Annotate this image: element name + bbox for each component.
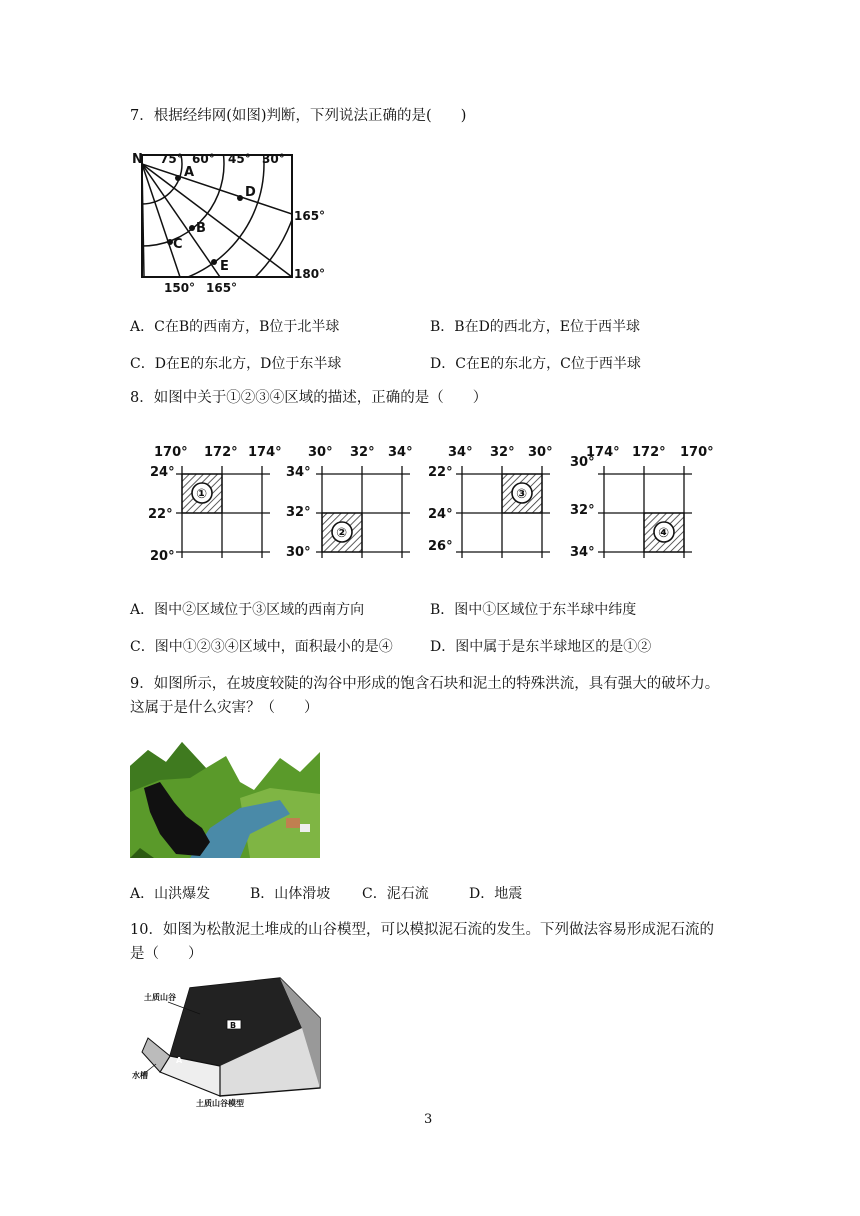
q8-grid2-left-label: 32°	[286, 505, 311, 520]
q8-option-c[interactable]: C．图中①②③④区域中，面积最小的是④	[130, 639, 393, 655]
q7-option-d[interactable]: D．C在E的东北方，C位于西半球	[430, 356, 641, 372]
q8-grid-figure	[140, 438, 730, 568]
q8-grid1-top-label: 172°	[204, 445, 238, 460]
q8-grid1-top-label: 174°	[248, 445, 282, 460]
q7-point-label: E	[220, 259, 229, 274]
q10-label-valley: 土质山谷	[144, 993, 176, 1002]
q7-pole-label: N	[132, 152, 143, 167]
q8-grid4-left-label: 32°	[570, 503, 595, 518]
q8-grid1-left-label: 24°	[150, 465, 175, 480]
q10-stem-line-2: 是（ ）	[130, 946, 203, 962]
page-number: 3	[424, 1112, 433, 1127]
q8-grid3-left-label: 26°	[428, 539, 453, 554]
q8-grid4-top-label: 174°	[586, 445, 620, 460]
q7-option-b[interactable]: B．B在D的西北方，E位于西半球	[430, 319, 641, 335]
q7-lat-label: 60°	[192, 152, 215, 166]
q9-option-d[interactable]: D．地震	[469, 886, 523, 902]
q9-stem-line-2: 这属于是什么灾害？（ ）	[130, 700, 319, 716]
q7-point-label: B	[196, 221, 206, 236]
q9-debris-flow-picture	[130, 738, 320, 858]
q8-grid2-top-label: 32°	[350, 445, 375, 460]
q8-region-mark: ②	[336, 526, 348, 541]
q8-grid2-top-label: 34°	[388, 445, 413, 460]
q7-lon-label: 165°	[206, 281, 238, 295]
q10-label-a: A	[176, 1056, 183, 1065]
q7-point-label: D	[245, 185, 256, 200]
q9-stem-line-1: 9．如图所示，在坡度较陡的沟谷中形成的饱含石块和泥土的特殊洪流，具有强大的破坏力。	[130, 676, 720, 692]
q10-valley-model-picture	[130, 968, 330, 1108]
q8-grid3-left-label: 24°	[428, 507, 453, 522]
q7-lat-label: 30°	[262, 152, 285, 166]
q7-lat-label: 45°	[228, 152, 251, 166]
q8-grid4-top-label: 170°	[680, 445, 714, 460]
q9-option-b[interactable]: B．山体滑坡	[250, 886, 331, 902]
q8-region-mark: ③	[516, 487, 528, 502]
q8-grid3-top-label: 30°	[528, 445, 553, 460]
q8-grid-1	[148, 445, 282, 564]
q8-grid3-left-label: 22°	[428, 465, 453, 480]
q8-grid4-top-label: 172°	[632, 445, 666, 460]
q8-grid2-left-label: 30°	[286, 545, 311, 560]
q10-label-model: 土质山谷模型	[196, 1099, 244, 1108]
q8-grid3-top-label: 32°	[490, 445, 515, 460]
q7-stem: 7．根据经纬网(如图)判断，下列说法正确的是( )	[130, 108, 467, 124]
q7-lon-label: 180°	[294, 267, 326, 281]
q8-grid4-left-label: 30°	[570, 455, 595, 470]
q9-option-c[interactable]: C．泥石流	[362, 886, 429, 902]
q8-option-b[interactable]: B．图中①区域位于东半球中纬度	[430, 602, 637, 618]
q8-grid-3	[428, 445, 553, 558]
q10-stem-line-1: 10．如图为松散泥土堆成的山谷模型，可以模拟泥石流的发生。下列做法容易形成泥石流的	[130, 922, 714, 938]
q8-grid2-left-label: 34°	[286, 465, 311, 480]
q8-option-d[interactable]: D．图中属于是东半球地区的是①②	[430, 639, 652, 655]
q10-label-b: B	[230, 1021, 237, 1030]
q8-grid4-left-label: 34°	[570, 545, 595, 560]
q8-grid1-left-label: 20°	[150, 549, 175, 564]
q10-label-tank: 水槽	[132, 1071, 148, 1080]
q9-option-a[interactable]: A．山洪爆发	[130, 886, 211, 902]
q8-stem: 8．如图中关于①②③④区域的描述，正确的是（ ）	[130, 390, 488, 406]
q7-graticule-figure	[130, 146, 340, 296]
q8-grid1-top-label: 170°	[154, 445, 188, 460]
q7-lon-label: 150°	[164, 281, 196, 295]
q8-grid3-top-label: 34°	[448, 445, 473, 460]
q7-lon-label: 165°	[294, 209, 326, 223]
q8-grid1-left-label: 22°	[148, 507, 173, 522]
q8-grid-2	[286, 445, 413, 560]
q7-lat-label: 75°	[160, 152, 183, 166]
q8-region-mark: ①	[196, 487, 208, 502]
q8-option-a[interactable]: A．图中②区域位于③区域的西南方向	[130, 602, 365, 618]
q7-point-label: A	[184, 165, 195, 180]
q7-option-c[interactable]: C．D在E的东北方，D位于东半球	[130, 356, 342, 372]
q8-region-mark: ④	[658, 526, 670, 541]
q7-option-a[interactable]: A．C在B的西南方，B位于北半球	[130, 319, 340, 335]
q7-point-label: C	[173, 237, 183, 252]
q8-grid2-top-label: 30°	[308, 445, 333, 460]
q8-grid-4	[570, 445, 714, 560]
